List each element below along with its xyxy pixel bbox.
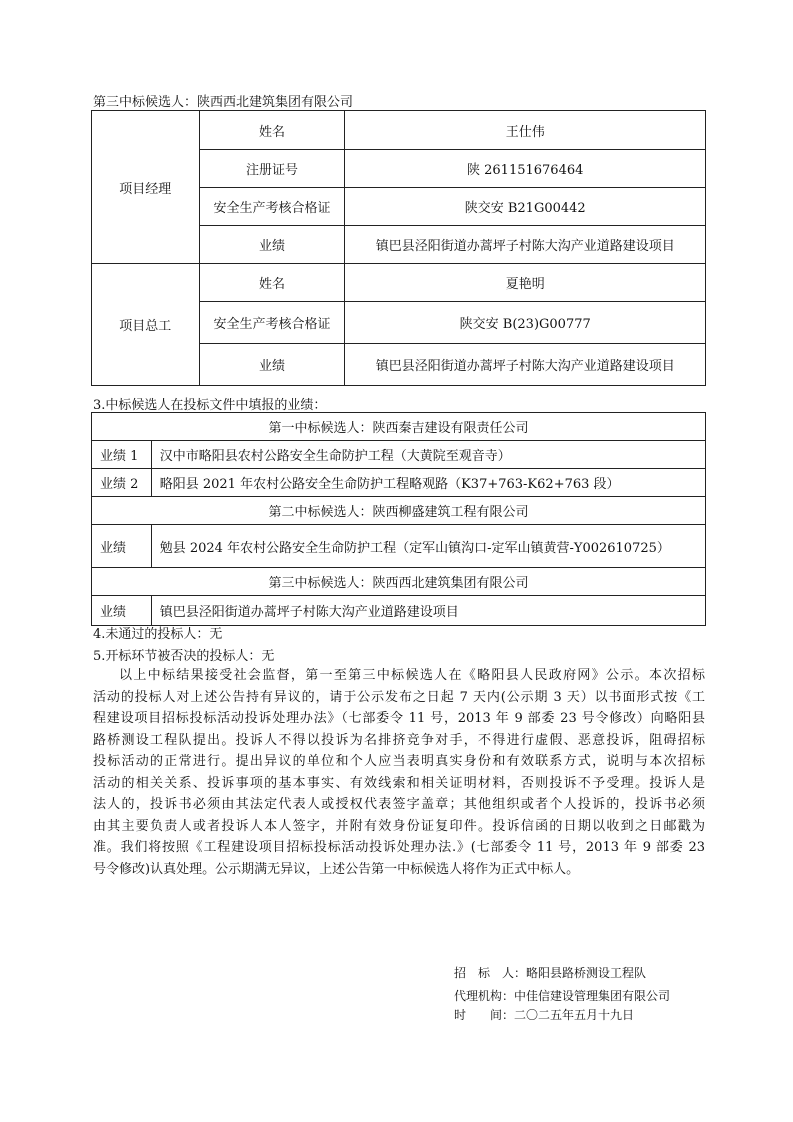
tenderer-label: 招 标 人： [454, 966, 527, 980]
candidate-3-heading: 第三中标候选人：陕西西北建筑集团有限公司 [93, 95, 354, 110]
tenderer-value: 略阳县路桥测设工程队 [526, 966, 647, 980]
notice-paragraph [93, 665, 705, 880]
role-project-manager: 项目经理 [92, 111, 200, 264]
row-label: 姓名 [199, 264, 345, 302]
notice-line: 准。我们将按照《工程建设项目招标投标活动投诉处理办法.》(七部委令 11 号，2013 年 9 部委 23 [93, 840, 705, 855]
row-label: 业绩 [199, 226, 345, 264]
row-label: 注册证号 [199, 150, 345, 188]
notice-line: 路桥测设工程队提出。投诉人不得以投诉为名排挤竞争对手，不得进行虚假、恶意投诉，阻碍招标 [93, 732, 705, 748]
notice-line: 号令修改)认真处理。公示期满无异议，上述公告第一中标候选人将作为正式中标人。 [93, 861, 580, 877]
row-value: 镇巴县泾阳街道办蒿坪子村陈大沟产业道路建设项目 [345, 226, 706, 264]
signature-time [454, 1006, 634, 1023]
row-label: 姓名 [199, 111, 345, 150]
notice-line: 程建设项目招标投标活动投诉处理办法》（七部委令 11 号，2013 年 9 部委 23 号令修改）向略阳县 [93, 711, 705, 726]
row-value: 陕 261151676464 [345, 150, 706, 188]
section-4-text: 4.未通过的投标人：无 [93, 627, 223, 642]
row-label: 业绩 [92, 596, 152, 626]
row-value: 王仕伟 [345, 111, 706, 150]
section-3-heading: 3.中标候选人在投标文件中填报的业绩： [93, 398, 327, 413]
row-label: 业绩 [199, 344, 345, 386]
notice-line: 法人的，投诉书必须由其法定代表人或授权代表签字盖章；其他组织或者个人投诉的，投诉书必须 [93, 797, 705, 812]
notice-line: 活动的相关关系、投诉事项的基本事实、有效线索和相关证明材料，否则投诉不予受理。投诉人是 [93, 775, 705, 791]
notice-line: 投标活动的正常进行。提出异议的单位和个人应当表明真实身份和有效联系方式，说明与本次招标 [93, 754, 705, 769]
row-label: 业绩 2 [92, 469, 152, 497]
row-value: 夏艳明 [345, 264, 706, 302]
row-label: 业绩 1 [92, 441, 152, 469]
notice-line: 以上中标结果接受社会监督，第一至第三中标候选人在《略阳县人民政府网》公示。本次招标 [119, 668, 705, 683]
row-label: 安全生产考核合格证 [199, 188, 345, 226]
row-value: 镇巴县泾阳街道办蒿坪子村陈大沟产业道路建设项目 [345, 344, 706, 386]
row-value: 勉县 2024 年农村公路安全生命防护工程（定军山镇沟口-定军山镇黄营-Y002610725） [151, 525, 705, 568]
performance-table [91, 412, 706, 626]
candidate-3-title: 第三中标候选人：陕西西北建筑集团有限公司 [92, 568, 706, 596]
row-label: 安全生产考核合格证 [199, 302, 345, 344]
row-value: 略阳县 2021 年农村公路安全生命防护工程略观路（K37+763-K62+763 段） [151, 469, 705, 497]
personnel-table [91, 110, 706, 386]
candidate-1-title: 第一中标候选人：陕西秦吉建设有限责任公司 [92, 413, 706, 441]
notice-line: 由其主要负责人或者投诉人本人签字，并附有效身份证复印件。投诉信函的日期以收到之日邮戳为 [93, 818, 705, 834]
row-value: 镇巴县泾阳街道办蒿坪子村陈大沟产业道路建设项目 [151, 596, 705, 626]
row-value: 陕交安 B21G00442 [345, 188, 706, 226]
row-label: 业绩 [92, 525, 152, 568]
agency-value: 中佳信建设管理集团有限公司 [514, 989, 671, 1003]
row-value: 汉中市略阳县农村公路安全生命防护工程（大黄院至观音寺） [151, 441, 705, 469]
notice-line: 活动的投标人对上述公告持有异议的，请于公示发布之日起 7 天内(公示期 3 天）以书面形式按《工 [93, 689, 705, 705]
signature-agency [454, 987, 670, 1004]
signature-tenderer [454, 964, 646, 981]
row-value: 陕交安 B(23)G00777 [345, 302, 706, 344]
time-value: 二〇二五年五月十九日 [514, 1008, 635, 1022]
candidate-2-title: 第二中标候选人：陕西柳盛建筑工程有限公司 [92, 497, 706, 525]
time-label: 时 间： [454, 1008, 515, 1022]
section-5-text: 5.开标环节被否决的投标人：无 [93, 649, 275, 664]
role-chief-engineer: 项目总工 [92, 264, 200, 386]
agency-label: 代理机构： [454, 989, 515, 1003]
